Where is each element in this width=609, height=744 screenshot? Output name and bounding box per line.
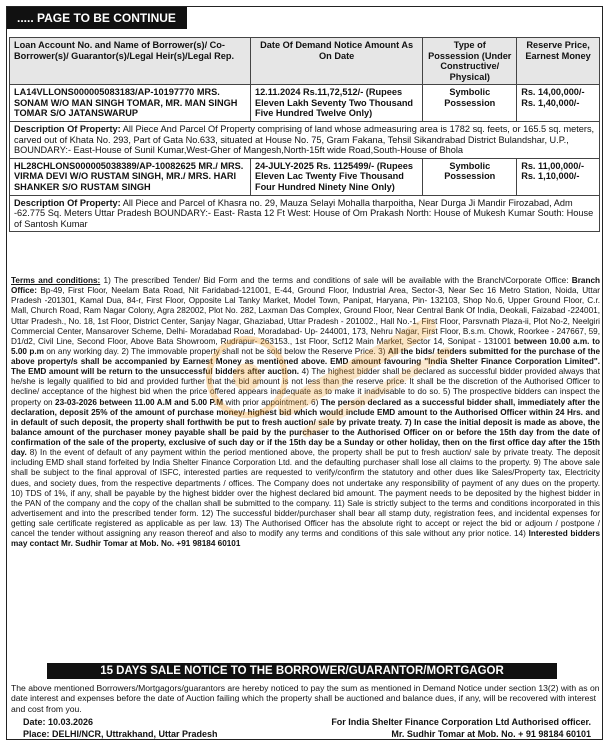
contact-line: Interested bidders may contact Mr. Sudhir Tomar at Mob. No. +91 98184 60101 <box>11 529 600 549</box>
terms-text-bold: 23-03-2026 between 11.00 A.M and 5.00 P.M <box>55 397 224 407</box>
description-label: Description Of Property: <box>14 197 121 208</box>
price-cell: Rs. 11,00,000/- Rs. 1,10,000/- <box>517 158 600 195</box>
terms-text: on any working day. 2) The immovable property shall not be sold below the Reserve Price. 3) <box>43 346 388 356</box>
notice-page <box>6 6 603 740</box>
terms-text-bold: The person declared as a successful bidder shall, immediately after the declaration, deposit 25% of the amount of purchase money/ highest bid which would include EMD amount to the Authorised Officer within 24 Hrs. and in default of such deposit, the property shall forthwith be put to fresh auction/ sale by private treaty. 7) In case the initial deposit is made as above, the balance amount of the purchaser money payable shall be paid by the purchaser to the Authorised Officer on or before the 15th day from the date of confirmation of the sale of the property, exclusive of such day or if the 15th day be a Sunday or other holiday, then on the first office day after the 15th day. <box>11 397 600 458</box>
table-row-description <box>10 122 600 159</box>
footer-contact: Mr. Sudhir Tomar at Mob. No. + 91 98184 60101 <box>391 728 591 739</box>
sale-notice-title: 15 DAYS SALE NOTICE TO THE BORROWER/GUARANTOR/MORTGAGOR <box>47 663 557 679</box>
property-description <box>10 195 600 232</box>
account-cell: HL28CHLONS000005038389/AP-10082625 MR./ MRS. VIRMA DEVI W/O RUSTAM SINGH, MR./ MRS. HARI SHANKER S/O RUSTAM SINGH <box>10 158 251 195</box>
account-cell: LA14VLLONS000005083183/AP-10197770 MRS. SONAM W/O MAN SINGH TOMAR, MR. MAN SINGH TOMAR S/O JATANSWARUP <box>10 85 251 122</box>
demand-cell: 12.11.2024 Rs.11,72,512/- (Rupees Eleven Lakh Seventy Two Thousand Five Hundred Twelve Only) <box>250 85 422 122</box>
auction-table <box>9 37 600 232</box>
header-possession: Type of Possession (Under Constructive/ Physical) <box>423 38 517 85</box>
header-price: Reserve Price, Earnest Money <box>517 38 600 85</box>
terms-text: 8) In the event of default of any payment within the period mentioned above, the property shall be put to fresh auction/ sale by private treaty. The deposit including EMD shall stand forfeited by India Shelter Finance Corporation Ltd. and the defaulting purchaser shall lose all claims to the property. 9) The above sale shall be subject to the final approval of ISFC, interested parties are requested to verify/confirm the statutory and other dues like Sales/Property tax, Electricity dues, and society dues, from the respective departments / offices. The Company does not undertake any responsibility of payment of any dues on the property. 10) TDS of 1%, if any, shall be payable by the highest bidder over the highest declared bid amount. The payment needs to be deposited by the highest bidder in the PAN of the company and the copy of the challan shall be submitted to the company. 11) Sale is strictly subject to the terms and conditions incorporated in this advertisement and into the prescribed tender form. 12) The successful bidder/purchaser shall bear all stamp duty, registration fees, and incidental expenses for getting sale certificate registered as applicable as per law. 13) The Authorised Officer has the absolute right to accept or reject the bid or adjourn / postpone / cancel the tender without assigning any reason thereof and also to modify any terms and conditions of this sale without any prior notice. 14) <box>11 448 600 539</box>
footer-left <box>23 717 218 740</box>
terms-text: 4) The highest bidder shall be declared as successful bidder provided always that he/she is legally qualified to bid and provided further that the bid amount is not less than the reserve price. It shall be the discretion of the Authorised Officer to decline/ acceptance of the highest bid when the price offered appears inadequate as to make it inadvisable to do so. 5) The prospective bidders can inspect the property on <box>11 367 601 407</box>
demand-cell: 24-JULY-2025 Rs. 1125499/- (Rupees Eleven Lac Twenty Five Thousand Four Hundred Ninety Nine Only) <box>250 158 422 195</box>
possession-cell: Symbolic Possession <box>423 158 517 195</box>
terms-text: Bp-49, First Floor, Neelam Bata Road, Nit Faridabad-121001, E-44, Ground Floor, Industrial Area, Sector-3, Near Sec 16 Metro Station, Noida, Uttar Pradesh -201301, Kamal Dua, 84-r, First Floor, Opposite Lal Tanky Market, Model Town, Panipat, Haryana, Pin- 132103, Shop No.6, Upper Ground Floor, C.r. Mall, Church Road, Ram Nagar Colony, Agra 282002, Plot No. 282, Laxman Das Complex, Ground Floor, Near Central Bank Of India, Deokali, Faizabad -224001, Uttar Pradesh., No. 18, 1st Floor, District Center, Sanjay Nagar, Ghaziabad, Uttar Pradesh - 201002., Hall No.-1, First Floor, Parsvnath Plaza-ii, Plot No-2, Neelgiri Commercial Center, Mansarover Scheme, Delhi- Moradabad Road, Moradabad- Up- 244001, 173, Nehru Nagar, First Floor, B.s.m. Chowk, Roorkee - 247667, 59, D1/d2, Civil Line, Second Floor, Above Bata Showroom, Rudrapur- 263153., 1st Floor, Scf12 Main Market, Sector 14, Sonipat - 131001 <box>11 286 600 346</box>
terms-and-conditions <box>11 276 600 549</box>
description-label: Description Of Property: <box>14 124 121 135</box>
terms-title: Terms and conditions: <box>11 276 101 285</box>
terms-text: with prior appointment. 6) <box>223 397 321 407</box>
table-row-description <box>10 195 600 232</box>
header-account: Loan Account No. and Name of Borrower(s)/ Co- Borrower(s)/ Guarantor(s)/Legal Heir(s)/Legal Rep. <box>10 38 251 85</box>
footer-right <box>275 717 591 740</box>
table-row <box>10 158 600 195</box>
property-description <box>10 122 600 159</box>
page-continue-banner: ..... PAGE TO BE CONTINUE <box>7 7 187 29</box>
footer-company: For India Shelter Finance Corporation Ltd Authorised officer. <box>331 717 591 727</box>
header-demand: Date Of Demand Notice Amount As On Date <box>250 38 422 85</box>
description-text: All Piece and Parcel of Khasra no. 29, Mauza Selayi Mohalla tharpoitha, Near Durga Ji Mandir Firozabad, Adm -62.775 Sq. Meters Uttar Pradesh BOUNDARY:- East- Rasta 12 Ft West: House of Om Prakash North: House of Mukesh Kumar South: House of Santosh Kumar <box>14 197 594 229</box>
footer-date: Date: 10.03.2026 <box>23 717 94 727</box>
price-cell: Rs. 14,00,000/- Rs. 1,40,000/- <box>517 85 600 122</box>
description-text: All Piece And Parcel Of Property comprising of land whose admeasuring area is 1782 sq. feets, or 165.5 sq. meters, carved out of Khata No. 293, Part of Gata No.633, situated at House No. 75, Gram Fakana, Tehsil Sikandrabad District Bulandshar, U.P., BOUNDARY:- East-House of Sunil Kumar,West-Gher of Mangesh,North-15ft wide Road,South-House of Bhola <box>14 124 595 156</box>
possession-cell: Symbolic Possession <box>423 85 517 122</box>
table-header-row <box>10 38 600 85</box>
sale-notice-body: The above mentioned Borrowers/Mortgagors/guarantors are hereby noticed to pay the sum as mentioned in Demand Notice under section 13(2) with as on date interest and expenses before the date of Auction failing which the property shall be auctioned and balance dues, if any, will be recovered with interest and cost from you. <box>11 683 600 714</box>
terms-text: 1) The prescribed Tender/ Bid Form and the terms and conditions of sale will be available with the Branch/Corporate Office: <box>100 276 572 285</box>
terms-text-bold: All the bids/ tenders submitted for the purchase of the above property/s shall be accompanied by Earnest Money as mentioned above. EMD amount favouring "India Shelter Finance Corporation Limited". The EMD amount will be return to the unsuccessful bidders after auction. <box>11 346 601 377</box>
footer-place: Place: DELHI/NCR, Uttrakhand, Uttar Pradesh <box>23 728 218 739</box>
terms-text-bold: between 10.00 a.m. to 5.00 p.m <box>11 336 600 356</box>
table-row <box>10 85 600 122</box>
terms-text-bold: Branch Office: <box>11 276 601 296</box>
